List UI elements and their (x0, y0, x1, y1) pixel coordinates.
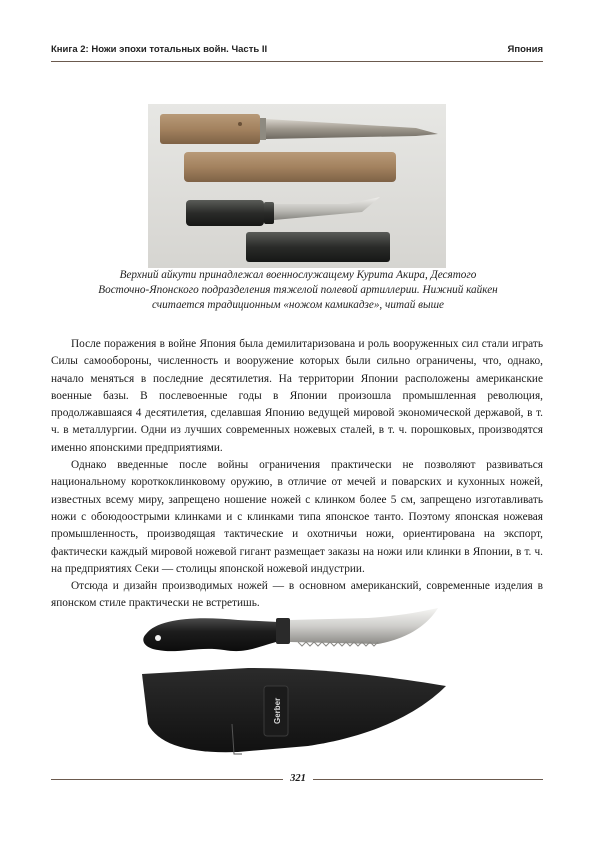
caption-line: Верхний айкути принадлежал военнослужащему Курита Акира, Десятого (119, 269, 477, 281)
caption-line: Восточно-Японского подразделения тяжелой полевой артиллерии. Нижний кайкен (98, 284, 498, 296)
running-header (51, 44, 543, 58)
figure-caption (70, 268, 526, 313)
section-title: Япония (507, 44, 543, 55)
body-text (51, 336, 543, 613)
sheath-brand-logo: Gerber (273, 697, 282, 724)
paragraph: После поражения в войне Япония была демилитаризована и роль вооруженных сил стали играть Силы самообороны, численность и вооружение которых были сильно ограничены, что, однако, начало меняться в последние десятилетия. На территории Японии расположены американские военные базы. В послевоенные годы в Японии произошла промышленная революция, продолжавшаяся 4 десятилетия, сделавшая Японию ведущей мировой экономической державой, в т. ч. в металлургии. Одни из лучших современных ножевых сталей, в т. ч. порошковых, производятся именно японскими предприятиями. (51, 338, 543, 454)
serrated-knife (143, 608, 438, 651)
photo-aikuchi-kaiken (148, 104, 446, 268)
kaiken-scabbard (246, 232, 390, 262)
photo-modern-knife (128, 594, 468, 764)
paragraph: Однако введенные после войны ограничения практически не позволяют развиваться национальному короткоклинковому оружию, в отличие от мечей и поварских и кухонных ножей, известных всему миру, запрещено ношение ножей с клинком более 5 см, запрещено изготавливать ножи с обоюдоострыми клинками и с клинками типа японское танто. Поэтому японская ножевая промышленность, производящая тактические и охотничьи ножи, ориентирована на экспорт, фактически каждый мировой ножевой гигант размещает заказы на ножи или клинки в Японии, в т. ч. на предприятиях Секи — столицы японской ножевой индустрии. (51, 459, 543, 575)
caption-line: считается традиционным «ножом камикадзе», читай выше (151, 299, 444, 311)
book-title: Книга 2: Ножи эпохи тотальных войн. Часть II (51, 44, 268, 55)
header-rule (51, 61, 543, 62)
paragraph: Отсюда и дизайн производимых ножей — в основном американский, современные изделия в японском стиле практически не встретишь. (51, 580, 543, 610)
page-number: 321 (283, 773, 313, 784)
nylon-sheath (142, 668, 446, 754)
aikuchi-scabbard (184, 152, 396, 182)
